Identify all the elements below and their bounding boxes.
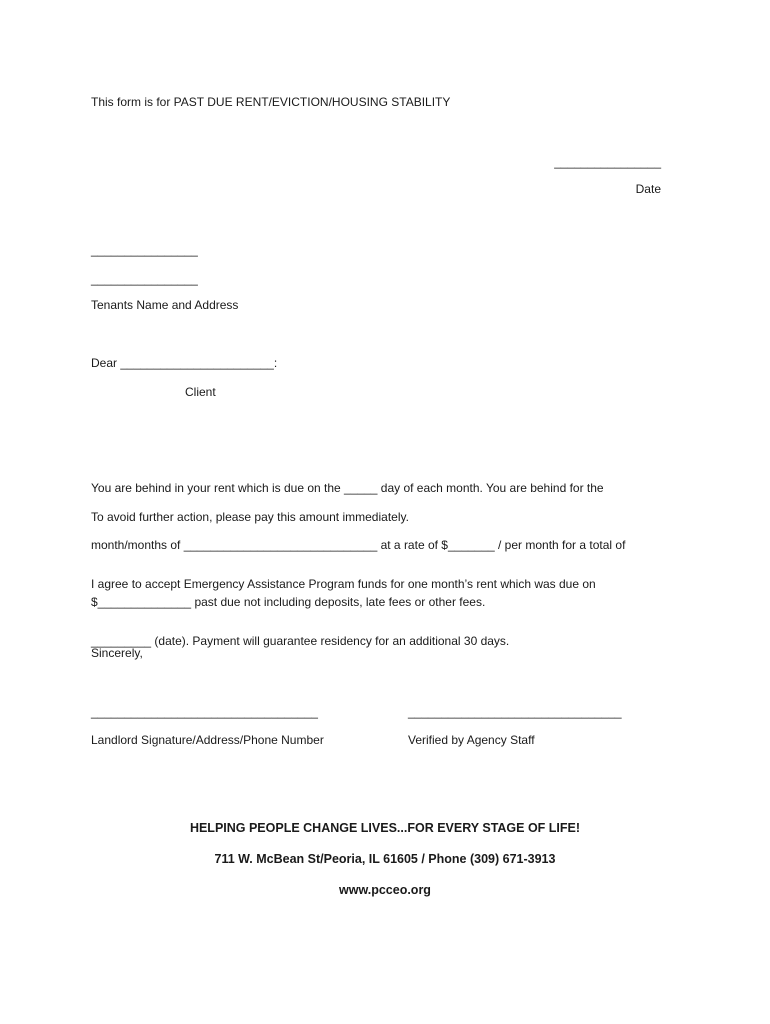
dear-salutation[interactable]: Dear _______________________: [91,356,278,370]
landlord-signature-label: Landlord Signature/Address/Phone Number [91,733,324,747]
footer-address-phone: 711 W. McBean St/Peoria, IL 61605 / Phone (309) 671-3913 [214,852,556,866]
agree-line-1: I agree to accept Emergency Assistance Program funds for one month’s rent which was due on [91,577,596,591]
date-label: Date [635,182,661,196]
date-blank[interactable]: ________________ [554,155,661,169]
agreement-paragraph [91,537,676,689]
agree-line-2: _________ (date). Payment will guarantee residency for an additional 30 days. [91,634,510,648]
form-purpose-header: This form is for PAST DUE RENT/EVICTION/HOUSING STABILITY [91,95,451,109]
body-line-3: $______________ past due not including deposits, late fees or other fees. [91,595,486,609]
body-line-2: month/months of _____________________________ at a rate of $_______ / per month for a total of [91,538,626,552]
footer-website: www.pcceo.org [339,883,431,897]
tenant-blank-line-1[interactable]: ________________ [91,243,198,257]
tenant-blank-line-2[interactable]: ________________ [91,272,198,286]
tenant-name-address-label: Tenants Name and Address [91,298,239,312]
agency-staff-blank[interactable]: ________________________________ [408,705,622,719]
landlord-signature-blank[interactable]: __________________________________ [91,705,318,719]
avoid-action-line: To avoid further action, please pay this amount immediately. [91,510,409,524]
client-label: Client [185,385,216,399]
agency-staff-label: Verified by Agency Staff [408,733,535,747]
sincerely-closing: Sincerely, [91,646,143,660]
footer-slogan: HELPING PEOPLE CHANGE LIVES...FOR EVERY STAGE OF LIFE! [189,821,581,835]
body-line-1: You are behind in your rent which is due on the _____ day of each month. You are behind for the [91,481,604,495]
